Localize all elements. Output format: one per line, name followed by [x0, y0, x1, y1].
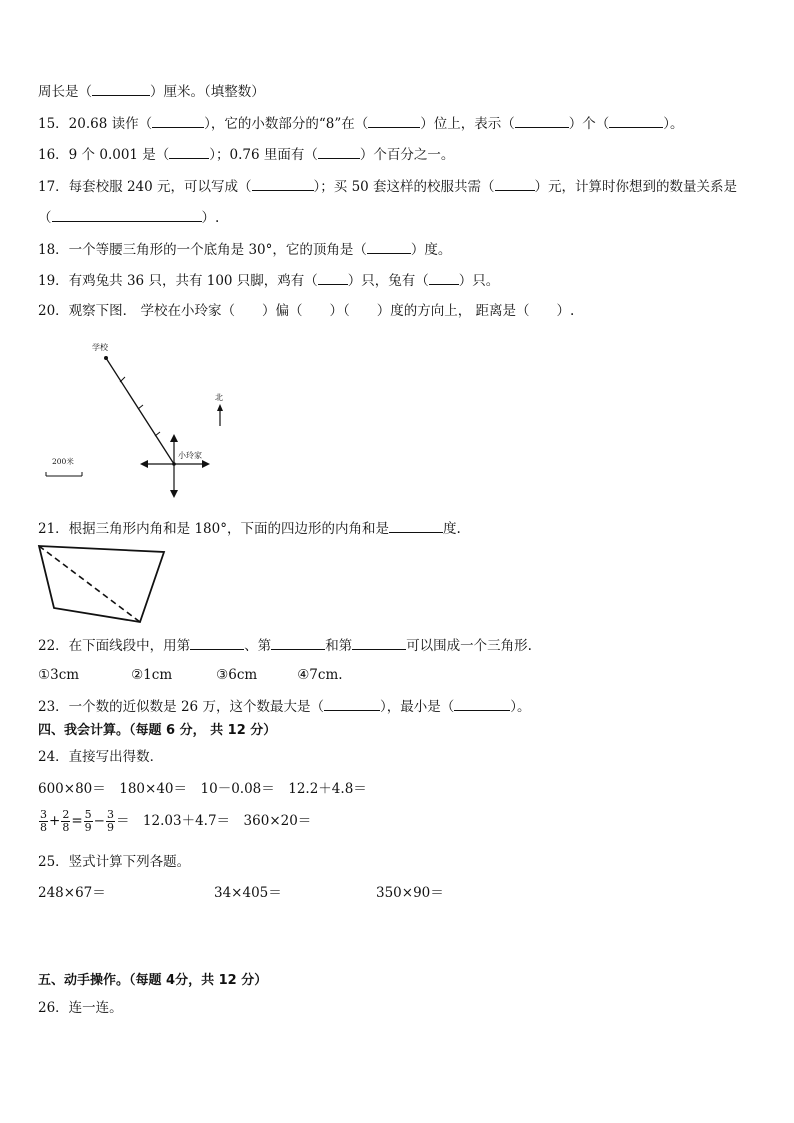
question-24: 24．直接写出得数．	[38, 749, 164, 765]
question-21: 21．根据三角形内角和是 180°，下面的四边形的内角和是 度.	[38, 521, 461, 537]
answer-blank[interactable]	[352, 636, 406, 650]
answer-blank[interactable]	[252, 177, 314, 191]
school-label: 学校	[92, 343, 108, 352]
diagonal-dashed	[39, 546, 140, 622]
question-19: 19．有鸡兔共 36 只，共有 100 只脚，鸡有（ ）只，兔有（ ）只。	[38, 273, 500, 289]
vertical-calc-1: 248×67＝	[38, 885, 106, 901]
answer-blank[interactable]	[318, 145, 360, 159]
question-26: 26．连一连。	[38, 1000, 123, 1016]
school-point	[104, 356, 108, 360]
vertical-calc-3: 350×90＝	[376, 885, 444, 901]
fraction: $\frac{3}{8}$	[40, 808, 47, 834]
question-17-continuation: （ ）.	[38, 210, 220, 226]
north-arrow-icon	[217, 404, 223, 411]
question-15: 15．20.68 读作（ ），它的小数部分的“8”在（ ）位上，表示（ ）个（ ）。	[38, 116, 684, 132]
question-17: 17．每套校服 240 元，可以写成（ ）；买 50 套这样的校服共需（ ）元，计算时你想到的数量关系是	[38, 179, 738, 195]
answer-blank[interactable]	[152, 114, 204, 128]
arrow-up-icon	[170, 434, 178, 442]
quadrilateral-figure	[34, 540, 174, 630]
question-20: 20．观察下图． 学校在小玲家（ ）偏（ ）（ ）度的方向上， 距离是（ ）.	[38, 303, 575, 319]
arrow-left-icon	[140, 460, 148, 468]
segment-options	[38, 666, 343, 684]
school-to-home-line	[106, 358, 174, 464]
answer-blank[interactable]	[52, 208, 202, 222]
answer-blank[interactable]	[515, 114, 569, 128]
direction-figure	[38, 330, 278, 505]
scale-tick	[155, 432, 160, 436]
q14-continuation: 周长是（ ）厘米。（填整数）	[38, 84, 265, 100]
fraction: $\frac{2}{8}$	[62, 808, 70, 834]
answer-blank[interactable]	[389, 519, 443, 533]
calc-row-2: $\frac{3}{8}$ + $\frac{2}{8}$ = $\frac{5}{9}$ − $\frac{3}{9}$ ＝ 12.03＋4.7＝ 360×20＝	[40, 808, 312, 834]
answer-blank[interactable]	[324, 697, 380, 711]
option: ①3cm	[38, 667, 80, 683]
answer-blank[interactable]	[271, 636, 325, 650]
option: ④7cm.	[297, 667, 343, 683]
question-18: 18．一个等腰三角形的一个底角是 30°，它的顶角是（ ）度。	[38, 242, 452, 258]
scale-label: 200米	[52, 457, 74, 466]
answer-blank[interactable]	[609, 114, 663, 128]
answer-blank[interactable]	[169, 145, 209, 159]
question-22: 22．在下面线段中，用第 、第 和第 可以围成一个三角形.	[38, 638, 532, 654]
option: ②1cm	[131, 667, 173, 683]
fraction: $\frac{5}{9}$	[84, 808, 92, 834]
home-label: 小玲家	[178, 451, 202, 460]
section-4-heading: 四、我会计算。（每题 6 分， 共 12 分）	[38, 723, 277, 738]
question-23: 23．一个数的近似数是 26 万，这个数最大是（ ），最小是（ ）。	[38, 699, 531, 715]
answer-blank[interactable]	[92, 82, 150, 96]
answer-blank[interactable]	[318, 271, 348, 285]
scale-tick	[120, 377, 125, 382]
answer-blank[interactable]	[454, 697, 510, 711]
answer-blank[interactable]	[190, 636, 244, 650]
home-point	[172, 462, 176, 466]
calc-row-1: 600×80＝ 180×40＝ 10－0.08＝ 12.2＋4.8＝	[38, 781, 367, 797]
answer-blank[interactable]	[368, 114, 420, 128]
vertical-calc-2: 34×405＝	[214, 885, 282, 901]
answer-blank[interactable]	[429, 271, 459, 285]
option: ③6cm	[216, 667, 258, 683]
fraction: $\frac{3}{9}$	[106, 808, 114, 834]
north-label: 北	[215, 393, 223, 402]
question-16: 16．9 个 0.001 是（ ）；0.76 里面有（ ）个百分之一。	[38, 147, 455, 163]
quadrilateral	[39, 546, 164, 622]
arrow-right-icon	[202, 460, 210, 468]
answer-blank[interactable]	[367, 240, 411, 254]
arrow-down-icon	[170, 490, 178, 498]
answer-blank[interactable]	[495, 177, 535, 191]
question-25: 25．竖式计算下列各题。	[38, 854, 191, 870]
scale-tick	[138, 405, 143, 409]
section-5-heading: 五、动手操作。（每题 4分，共 12 分）	[38, 973, 268, 988]
